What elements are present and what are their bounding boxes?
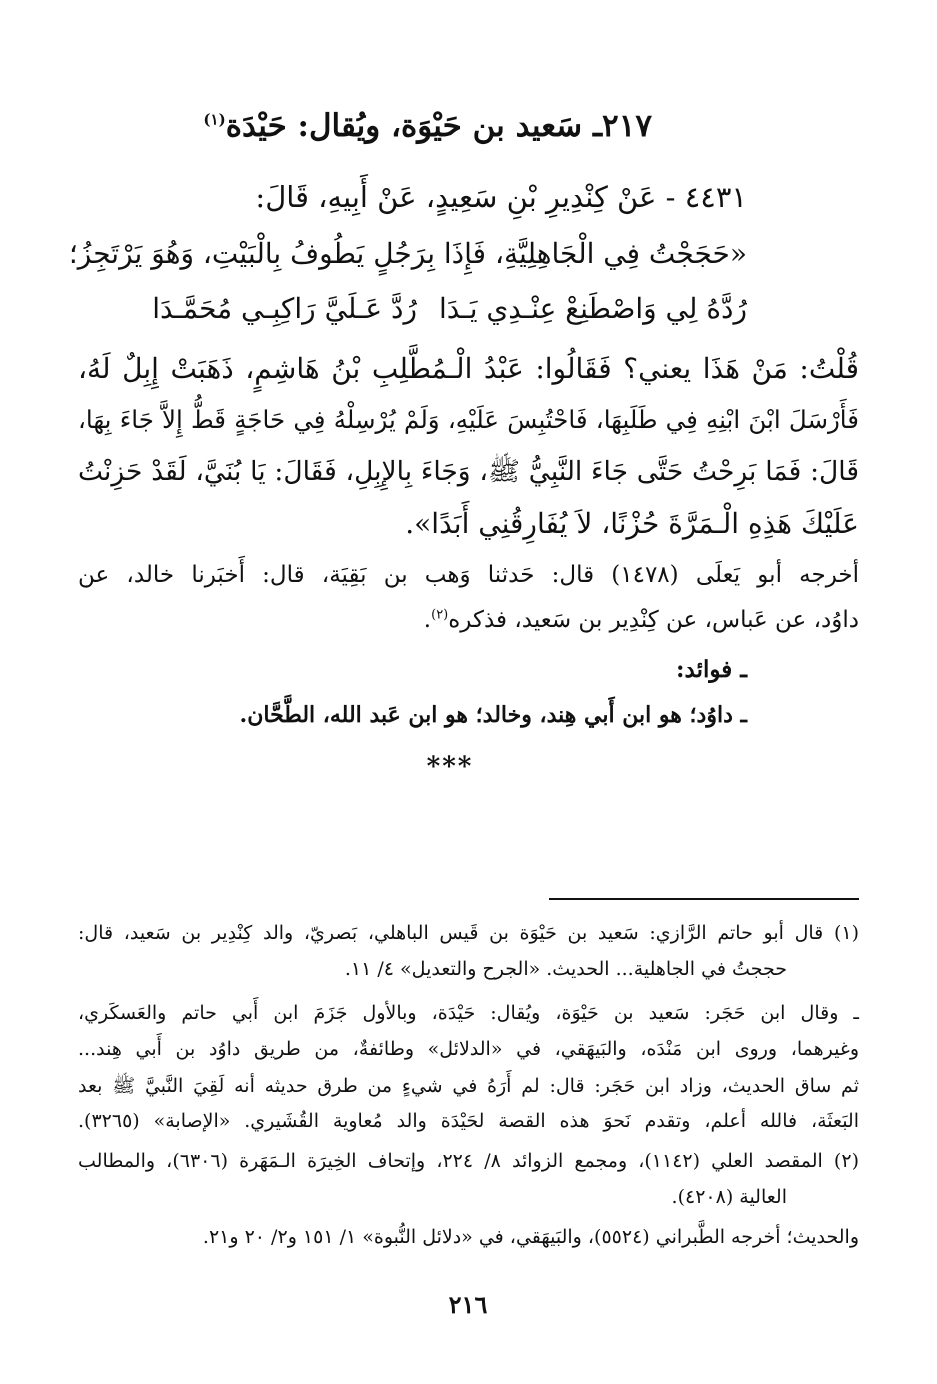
footnote-1-line-3: ـ وقال ابن حَجَر: سَعيد بن حَيْوَة، ويُقال: حَيْدَة، وبالأول جَزَمَ ابن أَبي حاتم والعَسكَري، xyxy=(78,1002,859,1024)
footnote-divider xyxy=(549,898,859,900)
takhrij-line-2-text: داوُد، عن عَباس، عن كِنْدِير بن سَعيد، فذكره xyxy=(448,607,859,633)
section-separator: *** xyxy=(426,752,474,782)
takhrij-line-2 xyxy=(424,607,859,633)
footnote-1-line-5: ثم ساق الحديث، وزاد ابن حَجَر: قال: لم أَرَهُ في شيءٍ من طرق حديثه أنه لَقِيَ النَّبيَّ ﷺ بعد xyxy=(78,1075,859,1097)
fawaid-item: ـ داوُد؛ هو ابن أَبي هِند، وخالد؛ هو ابن عَبد الله، الطَّحَّان. xyxy=(239,702,747,728)
footnote-1-line-6: البَعثَة، فالله أعلم، وتقدم نَحوَ هذه القصة لحَيْدَة والد مُعاوية القُشَيري. «الإصابة» (٣٢٦٥). xyxy=(78,1110,859,1132)
page-number: ٢١٦ xyxy=(448,1290,488,1319)
verse-hemistich-left: رُدَّ عَـلَيَّ رَاكِبِـي مُحَمَّـدَا xyxy=(152,292,417,325)
hadith-line-1: «حَجَجْتُ فِي الْجَاهِلِيَّةِ، فَإِذَا بِرَجُلٍ يَطُوفُ بِالْبَيْتِ، وَهُوَ يَرْتَجِزُ؛ xyxy=(68,237,747,270)
footnote-1-line-1: (١) قال أبو حاتم الرَّازي: سَعيد بن حَيْوَة بن قَيس الباهلي، بَصريّ، والد كِنْدِير بن سَعيد، قال: xyxy=(78,922,859,944)
footnote-2-line-1: (٢) المقصد العلي (١١٤٢)، ومجمع الزوائد ٨/ ٢٢٤، وإتحاف الخِيرَة الـمَهَرة (٦٣٠٦)، والمطالب xyxy=(78,1150,859,1172)
hadith-header: ٤٤٣١ - عَنْ كِنْدِيرِ بْنِ سَعِيدٍ، عَنْ أَبِيهِ، قَالَ: xyxy=(255,180,747,214)
page-title xyxy=(203,108,652,144)
takhrij-line-1: أخرجه أبو يَعلَى (١٤٧٨) قال: حَدثنا وَهب بن بَقِيَة، قال: أَخبَرنا خالد، عن xyxy=(78,562,859,588)
footnote-2-line-2: العالية (٤٢٠٨). xyxy=(671,1186,787,1208)
footnote-1-line-4: وغيرهما، وروى ابن مَنْدَه، والبَيهَقي، في «الدلائل» وطائفةٌ، من طريق داوُد بن أَبي هِند... xyxy=(78,1038,859,1060)
footnote-2-line-3: والحديث؛ أخرجه الطَّبراني (٥٥٢٤)، والبَيهَقي، في «دلائل النُّبوة» ١/ ١٥١ و٢/ ٢٠ و٢١. xyxy=(202,1226,859,1248)
hadith-line-5: قَالَ: فَمَا بَرِحْتُ حَتَّى جَاءَ النَّبِيُّ ﷺ، وَجَاءَ بِالإِبِلِ، فَقَالَ: يَا بُنَيَّ، لَقَدْ حَزِنْتُ xyxy=(78,456,859,487)
hadith-line-4: فَأَرْسَلَ ابْنَ ابْنِهِ فِي طَلَبِهَا، فَاحْتُبِسَ عَلَيْهِ، وَلَمْ يُرْسِلْهُ فِي حَاجَةٍ قَطُّ إِلاَّ جَاءَ بِهَا، xyxy=(78,405,859,434)
footnote-1-line-2: حججتُ في الجاهلية... الحديث. «الجرح والتعديل» ٤/ ١١. xyxy=(344,958,787,980)
verse-hemistich-right: رُدَّهُ لِي وَاصْطَنِعْ عِنْـدِي يَـدَا xyxy=(439,292,747,325)
title-text: ٢١٧ـ سَعيد بن حَيْوَة، ويُقال: حَيْدَة xyxy=(225,108,652,144)
footnote-ref-2: (٢) xyxy=(431,607,449,623)
hadith-line-6: عَلَيْكَ هَذِهِ الْـمَرَّةَ حُزْنًا، لاَ يُفَارِقُنِي أَبَدًا». xyxy=(405,507,859,540)
takhrij-line-2-end: . xyxy=(423,607,432,633)
footnote-ref-1: (١) xyxy=(203,110,226,129)
fawaid-heading: ـ فوائد: xyxy=(676,656,747,683)
hadith-line-3: قُلْتُ: مَنْ هَذَا يعني؟ فَقَالُوا: عَبْدُ الْـمُطَّلِبِ بْنُ هَاشِمٍ، ذَهَبَتْ إِبِلٌ لَهُ، xyxy=(78,352,859,385)
